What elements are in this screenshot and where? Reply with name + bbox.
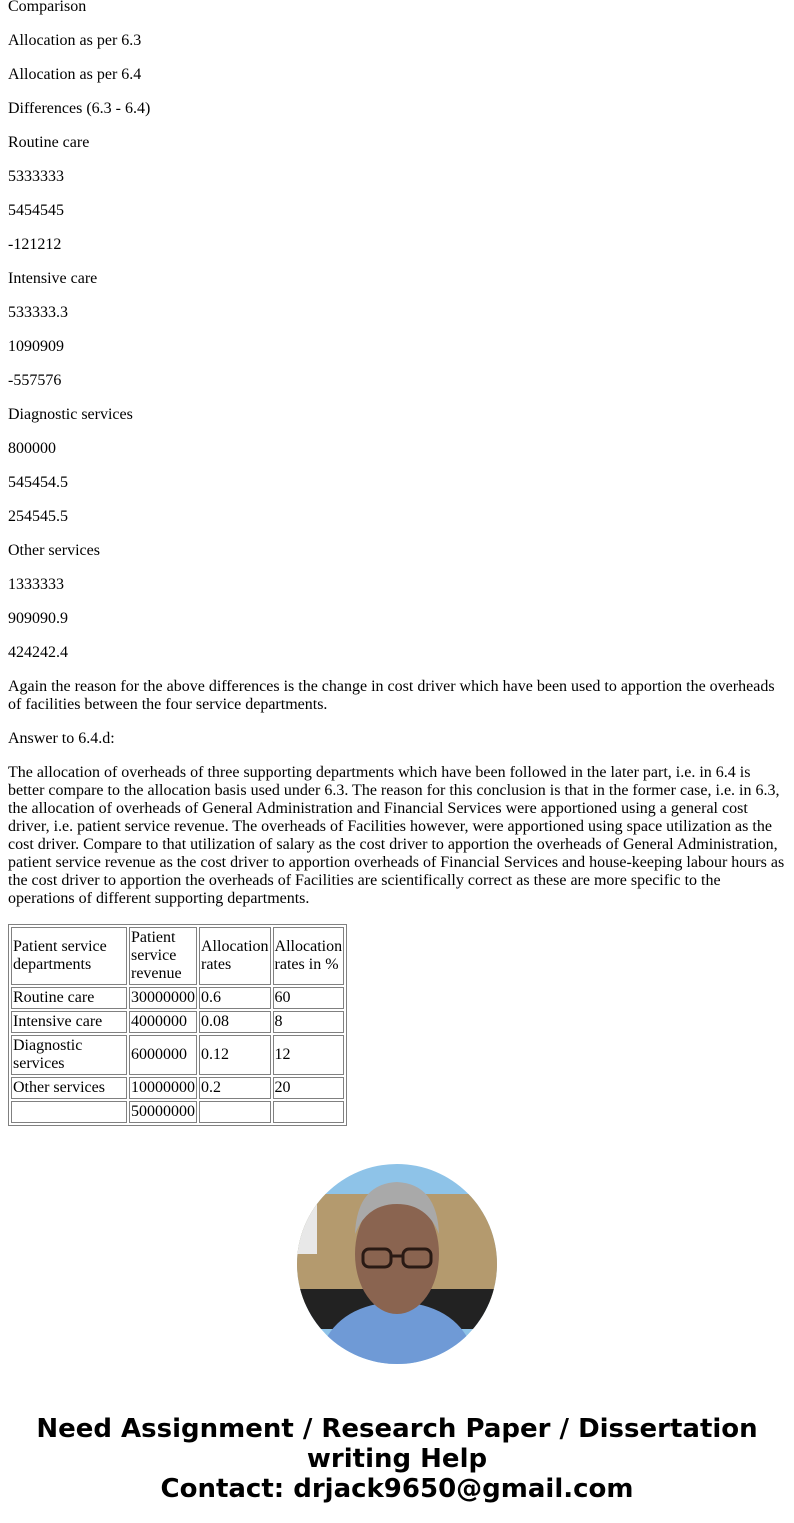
table-cell: [273, 1101, 345, 1123]
row-value: 909090.9: [8, 610, 68, 627]
header-cell: Patient service departments: [11, 927, 127, 985]
row-value: -121212: [8, 236, 62, 253]
table-cell: 0.2: [199, 1077, 271, 1099]
table-cell: 10000000: [129, 1077, 197, 1099]
column-label: Differences (6.3 - 6.4): [8, 100, 151, 117]
promo-contact: Contact: drjack9650@gmail.com: [160, 1474, 634, 1504]
reason-paragraph: Again the reason for the above differences is the change in cost driver which have been used to apportion the overheads of facilities between the four service departments.: [8, 678, 775, 713]
table-cell: [11, 1101, 127, 1123]
table-cell: 8: [273, 1011, 345, 1033]
table-row: [11, 1035, 344, 1075]
column-label: Allocation as per 6.3: [8, 32, 142, 49]
row-label: Intensive care: [8, 270, 98, 287]
table-cell: 0.08: [199, 1011, 271, 1033]
row-value: 254545.5: [8, 508, 68, 525]
promo-banner: [8, 1414, 786, 1504]
table-row: [11, 1077, 344, 1099]
row-value: 5333333: [8, 168, 64, 185]
row-value: 5454545: [8, 202, 64, 219]
table-cell: 50000000: [129, 1101, 197, 1123]
author-photo: [297, 1164, 497, 1364]
answer-heading: Answer to 6.4.d:: [8, 730, 115, 747]
header-cell: Allocation rates: [199, 927, 271, 985]
header-cell: Allocation rates in %: [273, 927, 345, 985]
table-cell: Diagnostic services: [11, 1035, 127, 1075]
row-value: 424242.4: [8, 644, 68, 661]
table-cell: 12: [273, 1035, 345, 1075]
row-label: Routine care: [8, 134, 90, 151]
table-cell: 0.6: [199, 987, 271, 1009]
allocation-table: [8, 924, 347, 1126]
row-value: 1090909: [8, 338, 64, 355]
header-cell: Patient service revenue: [129, 927, 197, 985]
column-label: Allocation as per 6.4: [8, 66, 142, 83]
table-row: [11, 1011, 344, 1033]
row-label: Other services: [8, 542, 100, 559]
comparison-heading: Comparison: [8, 0, 87, 15]
table-cell: 0.12: [199, 1035, 271, 1075]
row-value: 545454.5: [8, 474, 68, 491]
row-value: 800000: [8, 440, 56, 457]
comparison-section: [8, 0, 786, 662]
table-header-row: [11, 927, 344, 985]
promo-headline: Need Assignment / Research Paper / Dissertation writing Help: [36, 1414, 758, 1474]
row-value: -557576: [8, 372, 62, 389]
table-cell: 4000000: [129, 1011, 197, 1033]
table-cell: 20: [273, 1077, 345, 1099]
table-row: [11, 987, 344, 1009]
table-cell: Routine care: [11, 987, 127, 1009]
table-cell: [199, 1101, 271, 1123]
row-value: 1333333: [8, 576, 64, 593]
row-label: Diagnostic services: [8, 406, 133, 423]
table-cell: 30000000: [129, 987, 197, 1009]
table-cell: Intensive care: [11, 1011, 127, 1033]
row-value: 533333.3: [8, 304, 68, 321]
table-cell: Other services: [11, 1077, 127, 1099]
answer-paragraph: The allocation of overheads of three supporting departments which have been followed in the later part, i.e. in 6.4 is better compare to the allocation basis used under 6.3. The reason for this conclusion is that in the former case, i.e. in 6.3, the allocation of overheads of General Administration and Financial Services were apportioned using a general cost driver, i.e. patient service revenue. The overheads of Facilities however, were apportioned using space utilization as the cost driver. Compare to that utilization of salary as the cost driver to apportion the overheads of General Administration, patient service revenue as the cost driver to apportion overheads of Financial Services and house-keeping labour hours as the cost driver to apportion the overheads of Facilities are scientifically correct as these are more specific to the operations of different supporting departments.: [8, 764, 785, 907]
table-cell: 6000000: [129, 1035, 197, 1075]
table-total-row: [11, 1101, 344, 1123]
table-cell: 60: [273, 987, 345, 1009]
